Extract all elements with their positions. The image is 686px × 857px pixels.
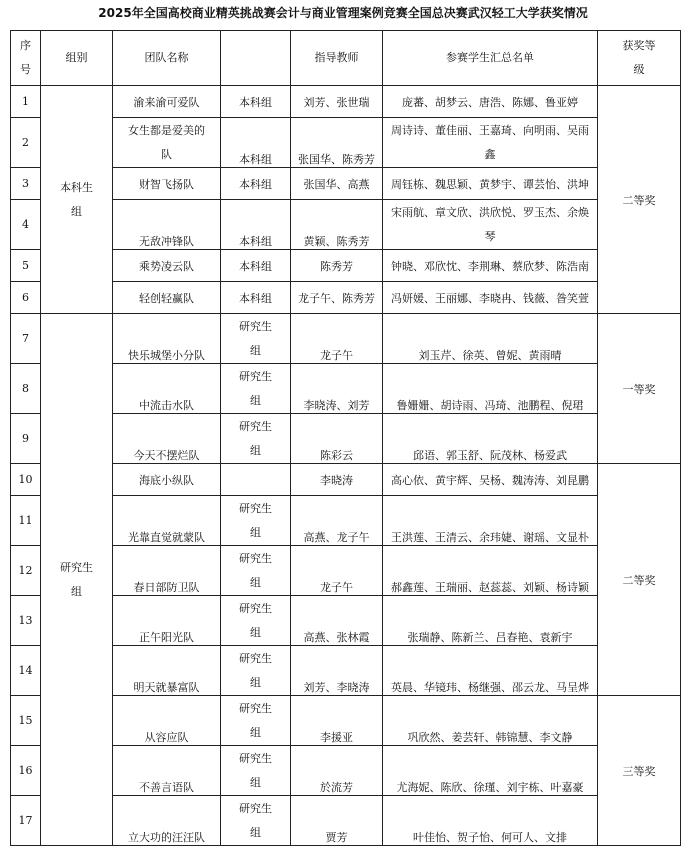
- table-row: [11, 314, 681, 364]
- students: 英晨、华镜玮、杨继强、邵云龙、马呈烨: [383, 646, 598, 696]
- document-title: 2025年全国高校商业精英挑战赛会计与商业管理案例竞赛全国总决赛武汉轻工大学获奖情况: [98, 6, 588, 20]
- row-number: 15: [11, 696, 41, 746]
- team-name: 无敌冲锋队: [113, 200, 221, 250]
- header-team-name: 团队名称: [113, 31, 221, 86]
- team-category: 研究生 组: [221, 496, 291, 546]
- table-row: [11, 86, 681, 118]
- awards-table: [10, 30, 681, 846]
- team-category: 研究生 组: [221, 746, 291, 796]
- header-teacher: 指导教师: [291, 31, 383, 86]
- team-name: 明天就暴富队: [113, 646, 221, 696]
- row-number: 11: [11, 496, 41, 546]
- team-category: 研究生 组: [221, 596, 291, 646]
- students: 庞蕃、胡梦云、唐浩、陈娜、鲁亚婷: [383, 86, 598, 118]
- team-name: 财智飞扬队: [113, 168, 221, 200]
- advisor: 於流芳: [291, 746, 383, 796]
- group-graduate: 研究生 组: [41, 314, 113, 846]
- award-level: 一等奖: [598, 314, 681, 464]
- students: 刘玉芹、徐英、曾妮、黄雨晴: [383, 314, 598, 364]
- team-name: 中流击水队: [113, 364, 221, 414]
- team-name: 快乐城堡小分队: [113, 314, 221, 364]
- students: 尤海妮、陈欣、徐瑾、刘宇栋、叶嘉豪: [383, 746, 598, 796]
- advisor: 黄颖、陈秀芳: [291, 200, 383, 250]
- students: 鲁姗姗、胡诗雨、冯琦、池鹏程、倪珺: [383, 364, 598, 414]
- team-name: 海底小纵队: [113, 464, 221, 496]
- students: 周诗诗、董佳丽、王嘉琦、向明雨、吴雨 鑫: [383, 118, 598, 168]
- students: 周钰栋、魏思颖、黄梦宇、谭芸怡、洪坤: [383, 168, 598, 200]
- row-number: 1: [11, 86, 41, 118]
- team-name: 不善言语队: [113, 746, 221, 796]
- header-students: 参赛学生汇总名单: [383, 31, 598, 86]
- students: 宋雨航、章文欣、洪欣悦、罗玉杰、余焕 琴: [383, 200, 598, 250]
- award-level: 二等奖: [598, 464, 681, 696]
- table-header-row: [11, 31, 681, 86]
- students: 巩欣然、姜芸轩、韩锦慧、李文静: [383, 696, 598, 746]
- team-category: 研究生 组: [221, 364, 291, 414]
- team-name: 轻创轻赢队: [113, 282, 221, 314]
- row-number: 14: [11, 646, 41, 696]
- award-level: 二等奖: [598, 86, 681, 314]
- header-number: 序 号: [11, 31, 41, 86]
- team-name: 今天不摆烂队: [113, 414, 221, 464]
- row-number: 5: [11, 250, 41, 282]
- team-category: 本科组: [221, 168, 291, 200]
- team-category: 研究生 组: [221, 414, 291, 464]
- advisor: 张国华、高燕: [291, 168, 383, 200]
- students: 郝鑫莲、王瑞丽、赵蕊蕊、刘颖、杨诗颖: [383, 546, 598, 596]
- advisor: 刘芳、李晓涛: [291, 646, 383, 696]
- team-name: 立大功的汪汪队: [113, 796, 221, 846]
- team-category: 本科组: [221, 118, 291, 168]
- advisor: 陈秀芳: [291, 250, 383, 282]
- group-undergraduate: 本科生 组: [41, 86, 113, 314]
- team-category: 本科组: [221, 86, 291, 118]
- advisor: 李晓涛、刘芳: [291, 364, 383, 414]
- advisor: 张国华、陈秀芳: [291, 118, 383, 168]
- team-category: 研究生 组: [221, 696, 291, 746]
- students: 张瑞静、陈新兰、吕春艳、袁新宇: [383, 596, 598, 646]
- team-category: 本科组: [221, 282, 291, 314]
- row-number: 12: [11, 546, 41, 596]
- row-number: 7: [11, 314, 41, 364]
- students: 冯妍媛、王丽娜、李晓冉、钱薇、昝笑萱: [383, 282, 598, 314]
- row-number: 16: [11, 746, 41, 796]
- advisor: 刘芳、张世瑞: [291, 86, 383, 118]
- team-name: 光靠直觉就蒙队: [113, 496, 221, 546]
- team-category: 本科组: [221, 250, 291, 282]
- row-number: 6: [11, 282, 41, 314]
- row-number: 2: [11, 118, 41, 168]
- advisor: 龙子午、陈秀芳: [291, 282, 383, 314]
- team-name: 春日部防卫队: [113, 546, 221, 596]
- team-category: 研究生 组: [221, 646, 291, 696]
- team-name: 渝来渝可爱队: [113, 86, 221, 118]
- header-category: [221, 31, 291, 86]
- students: 叶佳怡、贺子怡、何可人、文排: [383, 796, 598, 846]
- row-number: 17: [11, 796, 41, 846]
- advisor: 龙子午: [291, 546, 383, 596]
- row-number: 4: [11, 200, 41, 250]
- team-name: 女生都是爱美的 队: [113, 118, 221, 168]
- row-number: 10: [11, 464, 41, 496]
- row-number: 8: [11, 364, 41, 414]
- award-level: 三等奖: [598, 696, 681, 846]
- advisor: 高燕、张林霞: [291, 596, 383, 646]
- team-name: 乘势凌云队: [113, 250, 221, 282]
- team-name: 正午阳光队: [113, 596, 221, 646]
- team-category: 本科组: [221, 200, 291, 250]
- students: 邱语、郭玉舒、阮茂林、杨爱武: [383, 414, 598, 464]
- advisor: 贾芳: [291, 796, 383, 846]
- advisor: 高燕、龙子午: [291, 496, 383, 546]
- team-category: [221, 464, 291, 496]
- team-name: 从容应队: [113, 696, 221, 746]
- advisor: 李晓涛: [291, 464, 383, 496]
- team-category: 研究生 组: [221, 314, 291, 364]
- advisor: 陈彩云: [291, 414, 383, 464]
- row-number: 9: [11, 414, 41, 464]
- advisor: 李援亚: [291, 696, 383, 746]
- header-group: 组别: [41, 31, 113, 86]
- students: 王洪莲、王清云、余玮婕、谢瑶、文显朴: [383, 496, 598, 546]
- header-award: 获奖等 级: [598, 31, 681, 86]
- row-number: 13: [11, 596, 41, 646]
- team-category: 研究生 组: [221, 546, 291, 596]
- team-category: 研究生 组: [221, 796, 291, 846]
- students: 高心依、黄宇辉、吴杨、魏涛涛、刘昆鹏: [383, 464, 598, 496]
- advisor: 龙子午: [291, 314, 383, 364]
- students: 钟晓、邓欣忱、李荆琳、蔡欣梦、陈浩南: [383, 250, 598, 282]
- row-number: 3: [11, 168, 41, 200]
